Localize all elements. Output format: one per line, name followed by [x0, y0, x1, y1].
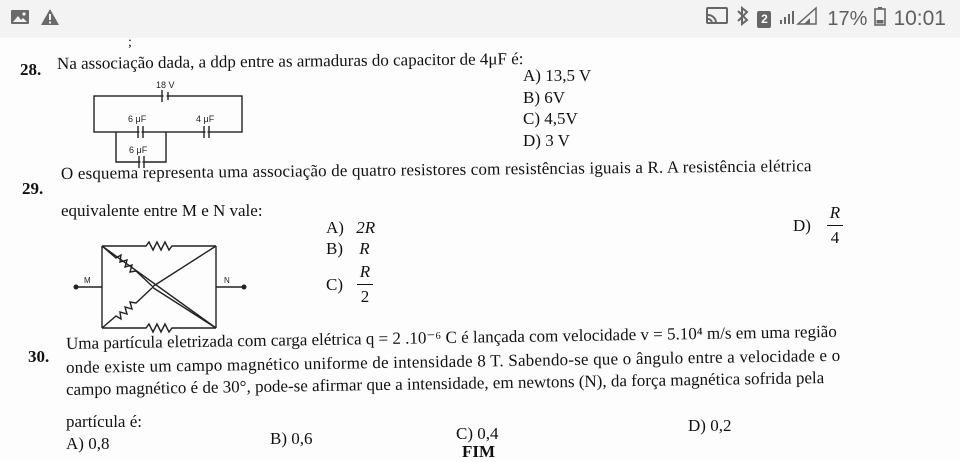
q29-option-b[interactable]	[326, 239, 370, 259]
q29-option-c-numerator: R	[359, 262, 371, 281]
q29-option-d-fraction	[827, 203, 843, 248]
q29-option-c-label: C)	[326, 274, 343, 294]
battery-icon	[874, 6, 886, 32]
q30-statement-line2: onde existe um campo magnético uniforme de intensidade 8 T. Sabendo-se que o ângulo entre a velocidade e o	[65, 345, 841, 377]
q28-statement: Na associação dada, a ddp entre as armaduras do capacitor de 4μF é:	[56, 49, 524, 73]
q29-option-d-numerator: R	[829, 203, 841, 222]
q28-battery-label: 18 V	[156, 80, 175, 90]
q30-option-d[interactable]: D) 0,2	[688, 416, 732, 435]
q29-resistor-circuit	[72, 238, 252, 338]
q29-option-c-fraction	[357, 262, 373, 307]
q30-option-b[interactable]: B) 0,6	[270, 429, 313, 448]
q29-option-b-value: R	[359, 239, 370, 258]
signal-icon	[778, 6, 820, 32]
end-marker: FIM	[462, 442, 496, 461]
q29-node-m: M	[84, 276, 91, 285]
clock: 10:01	[893, 7, 946, 30]
q29-option-d[interactable]	[793, 203, 843, 248]
q29-option-d-label: D)	[793, 215, 811, 235]
q28-option-a[interactable]: A) 13,5 V	[523, 66, 592, 85]
status-right	[705, 6, 946, 32]
warning-icon	[40, 8, 60, 31]
sim2-icon: 2	[757, 11, 771, 28]
q29-option-c-denominator: 2	[360, 287, 370, 306]
q29-option-c[interactable]	[326, 262, 373, 307]
q29-node-n: N	[224, 276, 230, 285]
q29-option-a-value: 2R	[356, 218, 376, 237]
fraction-bar	[357, 284, 373, 285]
cast-icon	[705, 6, 729, 32]
bluetooth-icon	[736, 6, 750, 32]
fraction-bar	[827, 225, 843, 226]
q28-cap-left-label: 6 μF	[128, 114, 147, 124]
status-left	[10, 8, 60, 31]
q28-capacitor-circuit	[90, 80, 250, 170]
q29-statement-line2: equivalente entre M e N vale:	[61, 201, 263, 220]
q28-option-b[interactable]: B) 6V	[523, 88, 566, 107]
q30-option-c[interactable]: C) 0,4	[456, 424, 499, 443]
q29-option-a-label: A)	[326, 218, 344, 237]
q29-option-a[interactable]	[326, 218, 375, 238]
q29-option-b-label: B)	[326, 239, 343, 258]
q28-option-c[interactable]: C) 4,5V	[523, 109, 578, 128]
q28-cap-bottom-label: 6 μF	[129, 145, 148, 155]
q30-option-a[interactable]: A) 0,8	[66, 434, 110, 453]
q28-cap-right-label: 4 μF	[196, 114, 215, 124]
document-page	[0, 35, 960, 461]
stray-mark: ;	[128, 35, 132, 50]
q29-number: 29.	[22, 179, 44, 198]
status-bar	[0, 0, 960, 39]
q28-option-d[interactable]: D) 3 V	[523, 131, 570, 150]
battery-percent: 17%	[827, 7, 868, 30]
q30-statement-line1: Uma partícula eletrizada com carga elétrica q = 2 .10⁻⁶ C é lançada com velocidade v = 5.10⁴ m/s em uma região	[65, 321, 837, 353]
q28-number: 28.	[20, 60, 42, 79]
gallery-icon	[10, 8, 30, 31]
q29-statement-line1: O esquema representa uma associação de quatro resistores com resistências iguais a R. A resistência elétrica	[60, 156, 812, 183]
q29-option-d-denominator: 4	[830, 228, 840, 247]
q30-statement-line3: campo magnético é de 30°, pode-se afirmar que a intensidade, em newtons (N), da força magnética sofrida pela	[65, 368, 825, 399]
q30-statement-line4: partícula é:	[66, 412, 142, 431]
q30-number: 30.	[28, 347, 50, 366]
